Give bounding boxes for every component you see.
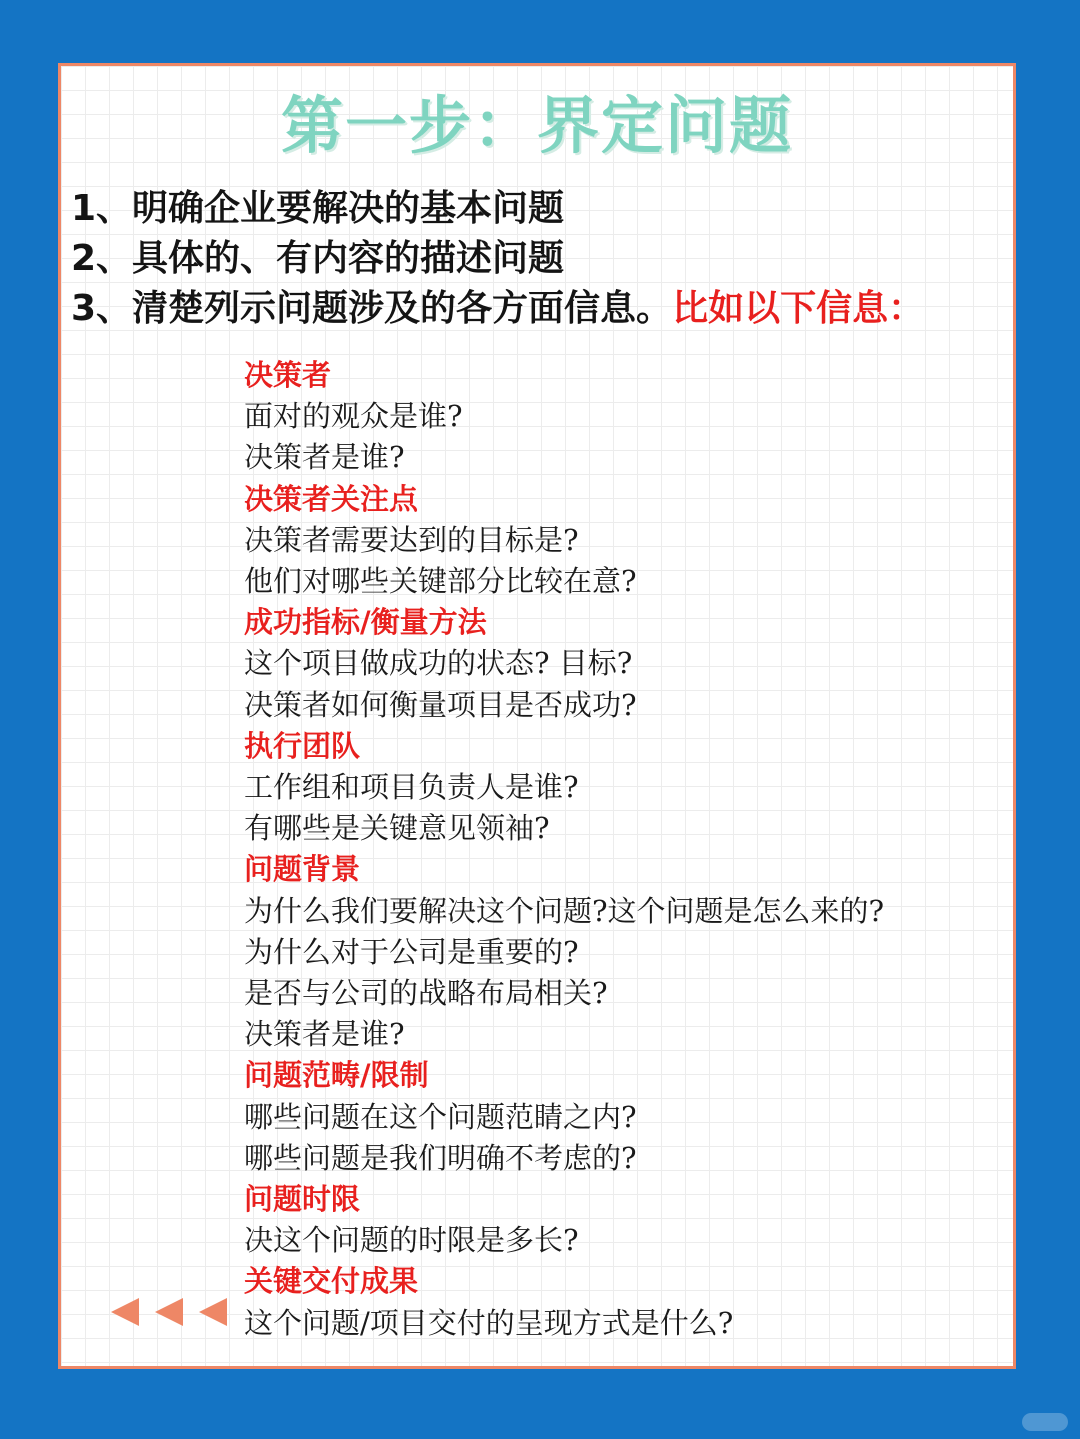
left-triangle-icon bbox=[111, 1298, 139, 1326]
section-heading: 关键交付成果 bbox=[244, 1264, 419, 1299]
content-card bbox=[58, 63, 1016, 1369]
section-execution-team bbox=[244, 726, 884, 850]
left-triangle-icon bbox=[155, 1298, 183, 1326]
section-decision-maker bbox=[244, 355, 884, 479]
watermark bbox=[1022, 1413, 1068, 1431]
section-decision-focus bbox=[244, 479, 884, 603]
section-question: 哪些问题在这个问题范睛之内? bbox=[244, 1099, 637, 1134]
left-triangle-icon bbox=[199, 1298, 227, 1326]
section-question: 哪些问题是我们明确不考虑的? bbox=[244, 1140, 637, 1175]
section-heading: 问题时限 bbox=[244, 1182, 361, 1217]
section-question: 决策者是谁? bbox=[244, 440, 405, 475]
section-question: 决策者如何衡量项目是否成功? bbox=[244, 687, 637, 722]
section-question: 决策者是谁? bbox=[244, 1017, 405, 1052]
section-problem-background bbox=[244, 849, 884, 1055]
key-point-text: 1、明确企业要解决的基本问题 bbox=[71, 188, 565, 229]
key-points-list bbox=[71, 184, 924, 334]
section-heading: 决策者 bbox=[244, 358, 332, 392]
section-question: 为什么我们要解决这个问题?这个问题是怎么来的? bbox=[244, 893, 885, 928]
section-question: 为什么对于公司是重要的? bbox=[244, 934, 579, 969]
section-heading: 决策者关注点 bbox=[244, 481, 419, 516]
section-heading: 成功指标/衡量方法 bbox=[244, 605, 487, 640]
key-point-text: 3、清楚列示问题涉及的各方面信息。 bbox=[71, 288, 673, 329]
section-question: 决策者需要达到的目标是? bbox=[244, 522, 579, 557]
section-question: 决这个问题的时限是多长? bbox=[244, 1223, 579, 1258]
section-heading: 问题背景 bbox=[244, 852, 361, 887]
section-deliverables bbox=[244, 1261, 884, 1343]
section-heading: 问题范畴/限制 bbox=[244, 1058, 429, 1093]
section-question: 是否与公司的战略布局相关? bbox=[244, 976, 608, 1011]
key-point bbox=[71, 184, 924, 234]
key-point bbox=[71, 284, 924, 334]
section-question: 这个项目做成功的状态? 目标? bbox=[244, 646, 633, 681]
section-question: 有哪些是关键意见领袖? bbox=[244, 811, 550, 846]
section-heading: 执行团队 bbox=[244, 728, 361, 763]
section-question: 他们对哪些关键部分比较在意? bbox=[244, 564, 637, 599]
key-point bbox=[71, 234, 924, 284]
section-problem-scope bbox=[244, 1055, 884, 1179]
page-title: 第一步：界定问题 bbox=[280, 89, 793, 162]
section-question: 工作组和项目负责人是谁? bbox=[244, 770, 579, 805]
info-sections bbox=[244, 355, 884, 1344]
section-question: 这个问题/项目交付的呈现方式是什么? bbox=[244, 1305, 734, 1340]
section-time-limit bbox=[244, 1179, 884, 1261]
key-point-highlight: 比如以下信息： bbox=[672, 288, 925, 329]
section-question: 面对的观众是谁? bbox=[244, 399, 463, 434]
key-point-text: 2、具体的、有内容的描述问题 bbox=[71, 238, 565, 279]
triple-left-triangle-icon bbox=[109, 1294, 229, 1330]
section-success-metrics bbox=[244, 602, 884, 726]
